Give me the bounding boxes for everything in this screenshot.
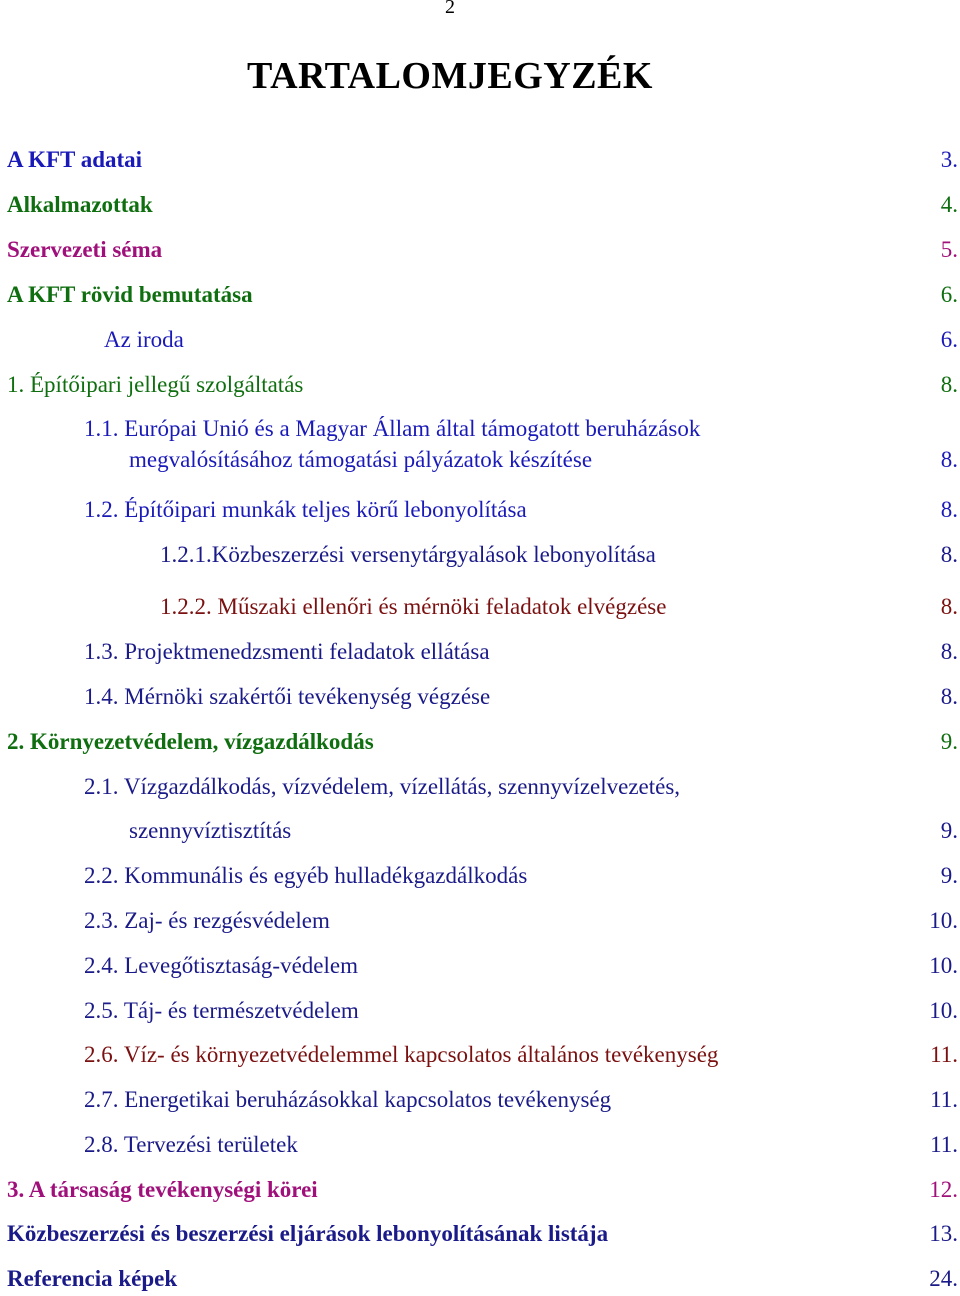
toc-entry-kozbeszerzesi-versenytargyalasok[interactable]: 1.2.1.Közbeszerzési versenytárgyalások lebonyolítása xyxy=(160,542,656,567)
toc-page-kft-bemutatasa: 6. xyxy=(940,282,958,307)
toc-page-szervezeti-sema: 5. xyxy=(940,237,958,262)
toc-page-tarsasag-tevekenysegi-korei: 12. xyxy=(929,1177,958,1202)
toc-page-energetikai-beruhazasok: 11. xyxy=(930,1087,958,1112)
toc-page-projektmenedzsment: 8. xyxy=(940,639,958,664)
toc-page-kozbeszerzesi-versenytargyalasok: 8. xyxy=(940,542,958,567)
toc-page-muszaki-ellenori: 8. xyxy=(940,594,958,619)
toc-entry-eu-tamogatas-line1[interactable]: 1.1. Európai Unió és a Magyar Állam által támogatott beruházások xyxy=(84,416,701,441)
toc-page-alkalmazottak: 4. xyxy=(940,192,958,217)
toc-entry-kozbeszerzesi-eljarasok-listaja[interactable]: Közbeszerzési és beszerzési eljárások lebonyolításának listája xyxy=(7,1221,609,1246)
toc-page-az-iroda: 6. xyxy=(940,327,958,352)
toc-page-kft-adatai: 3. xyxy=(940,147,958,172)
toc-entry-epitoipari-szolgaltatas[interactable]: 1. Építőipari jellegű szolgáltatás xyxy=(7,372,304,397)
page-number: 2 xyxy=(445,0,455,18)
toc-entry-muszaki-ellenori[interactable]: 1.2.2. Műszaki ellenőri és mérnöki feladatok elvégzése xyxy=(160,594,667,619)
toc-page-levegotisztasag: 10. xyxy=(929,953,958,978)
toc-page-vizgazdalkodas-line2: 9. xyxy=(940,818,958,843)
toc-page-zaj-rezgesvedelem: 10. xyxy=(929,908,958,933)
toc-page-kornyezetvedelem: 9. xyxy=(940,729,958,754)
toc-entry-mernoki-szakertoi[interactable]: 1.4. Mérnöki szakértői tevékenység végzése xyxy=(84,684,491,709)
toc-entry-kft-bemutatasa[interactable]: A KFT rövid bemutatása xyxy=(7,282,253,307)
toc-page-mernoki-szakertoi: 8. xyxy=(940,684,958,709)
toc-entry-viz-kornyezetvedelem-altalanos[interactable]: 2.6. Víz- és környezetvédelemmel kapcsolatos általános tevékenység xyxy=(84,1042,719,1067)
toc-entry-az-iroda[interactable]: Az iroda xyxy=(104,327,184,352)
toc-entry-kornyezetvedelem[interactable]: 2. Környezetvédelem, vízgazdálkodás xyxy=(7,729,374,754)
toc-page-epitoipari-munkak: 8. xyxy=(940,497,958,522)
toc-entry-tarsasag-tevekenysegi-korei[interactable]: 3. A társaság tevékenységi körei xyxy=(7,1177,318,1202)
toc-entry-levegotisztasag[interactable]: 2.4. Levegőtisztaság-védelem xyxy=(84,953,358,978)
toc-entry-tervezesi-teruletek[interactable]: 2.8. Tervezési területek xyxy=(84,1132,298,1157)
toc-page-kozbeszerzesi-eljarasok-listaja: 13. xyxy=(929,1221,958,1246)
toc-entry-epitoipari-munkak[interactable]: 1.2. Építőipari munkák teljes körű lebonyolítása xyxy=(84,497,527,522)
toc-page-hulladekgazdalkodas: 9. xyxy=(940,863,958,888)
toc-entry-szervezeti-sema[interactable]: Szervezeti séma xyxy=(7,237,163,262)
toc-page-eu-tamogatas-line2: 8. xyxy=(940,447,958,472)
toc-entry-energetikai-beruhazasok[interactable]: 2.7. Energetikai beruházásokkal kapcsolatos tevékenység xyxy=(84,1087,612,1112)
toc-entry-referencia-kepek[interactable]: Referencia képek xyxy=(7,1266,178,1291)
toc-entry-projektmenedzsment[interactable]: 1.3. Projektmenedzsmenti feladatok ellátása xyxy=(84,639,490,664)
toc-page-taj-termeszetvedelem: 10. xyxy=(929,998,958,1023)
toc-page-viz-kornyezetvedelem-altalanos: 11. xyxy=(930,1042,958,1067)
page-title: TARTALOMJEGYZÉK xyxy=(247,55,653,97)
toc-entry-eu-tamogatas-line2[interactable]: megvalósításához támogatási pályázatok készítése xyxy=(129,447,593,472)
toc-entry-vizgazdalkodas-line2[interactable]: szennyvíztisztítás xyxy=(129,818,292,843)
toc-entry-hulladekgazdalkodas[interactable]: 2.2. Kommunális és egyéb hulladékgazdálkodás xyxy=(84,863,528,888)
toc-page-tervezesi-teruletek: 11. xyxy=(930,1132,958,1157)
toc-entry-vizgazdalkodas-line1[interactable]: 2.1. Vízgazdálkodás, vízvédelem, vízellátás, szennyvízelvezetés, xyxy=(84,774,681,799)
toc-page-referencia-kepek: 24. xyxy=(929,1266,958,1291)
toc-entry-kft-adatai[interactable]: A KFT adatai xyxy=(7,147,143,172)
toc-page-epitoipari-szolgaltatas: 8. xyxy=(940,372,958,397)
toc-entry-zaj-rezgesvedelem[interactable]: 2.3. Zaj- és rezgésvédelem xyxy=(84,908,330,933)
toc-entry-alkalmazottak[interactable]: Alkalmazottak xyxy=(7,192,153,217)
toc-entry-taj-termeszetvedelem[interactable]: 2.5. Táj- és természetvédelem xyxy=(84,998,359,1023)
